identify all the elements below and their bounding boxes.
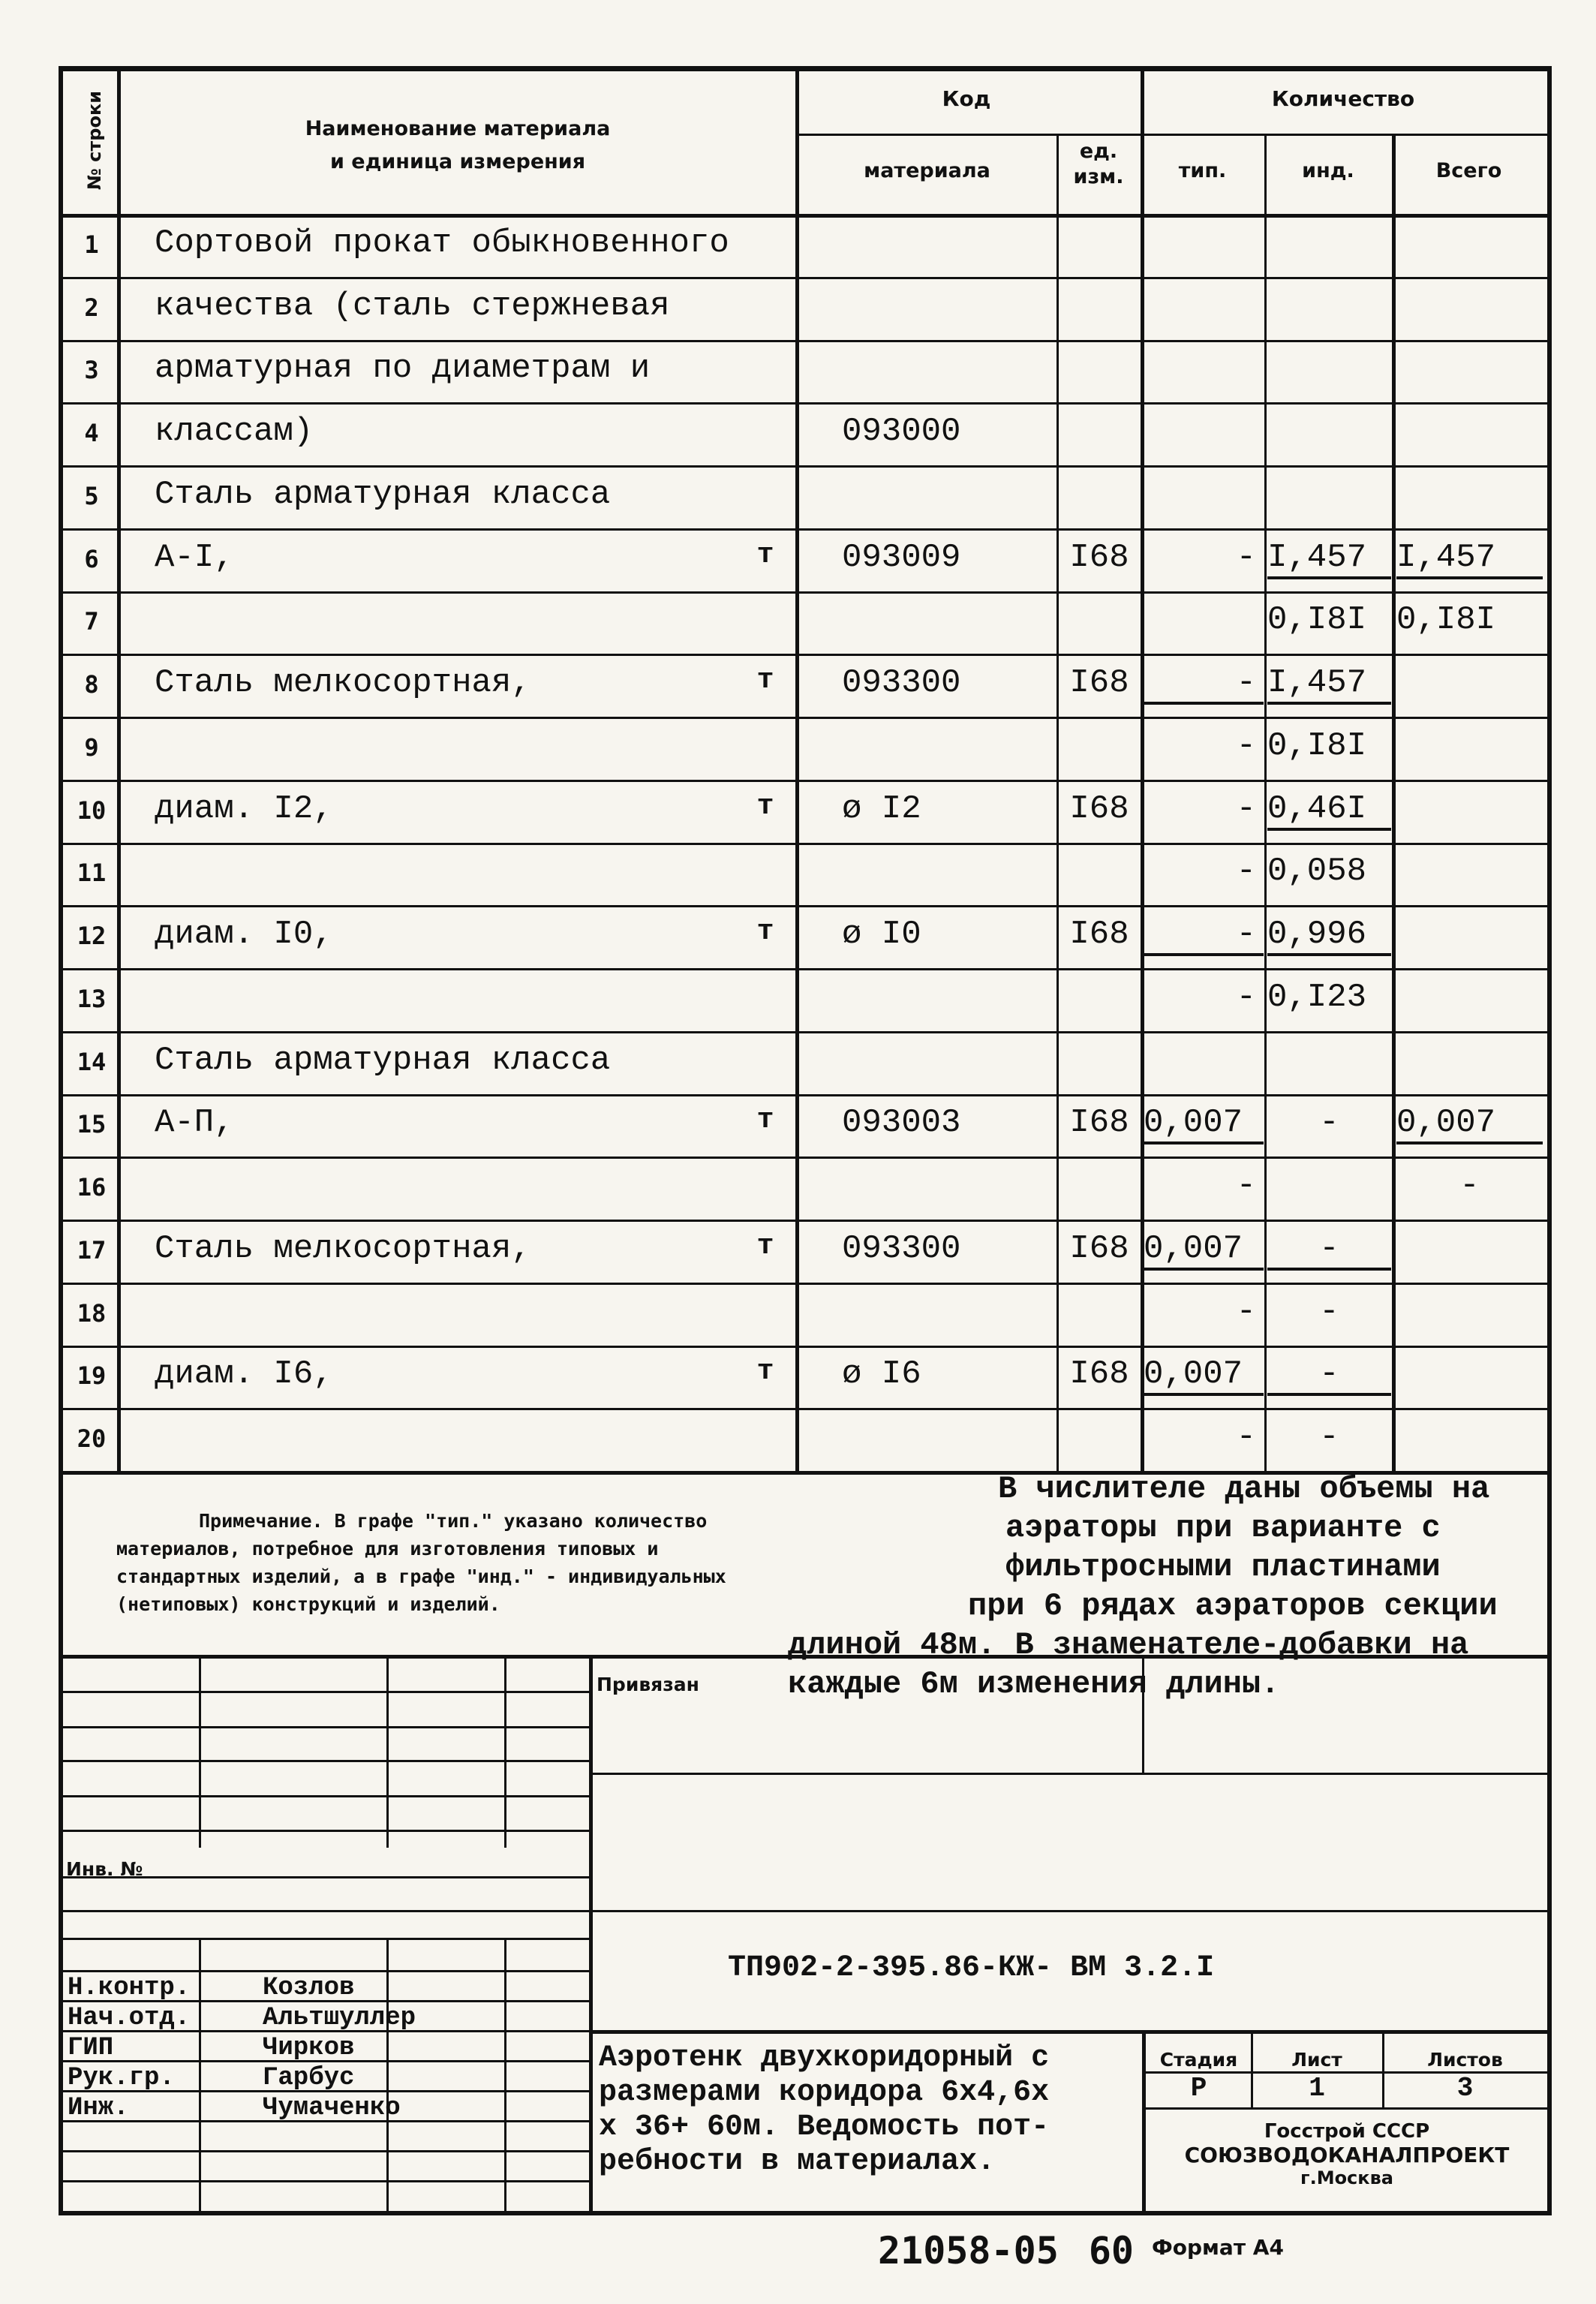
unit-of-measure: т [756,539,774,571]
header-code: Код [942,86,991,111]
row-number: 1 [84,230,99,259]
qty-typical: 0,007 [1144,1230,1264,1271]
row-number: 20 [77,1424,107,1453]
rule-horizontal [63,1830,589,1832]
stage-label: Стадия [1159,2049,1238,2071]
signer-name: Козлов [263,1974,355,2002]
footnote-handwritten: В числителе даны объемы на аэраторы при варианте с фильтросными пластинами при 6 рядах аэраторов секции длиной 48м. В знаменателе-добавки на каждые 6м изменения длины. [788,1471,1498,1702]
rule-horizontal [795,134,1547,136]
material-name: арматурная по диаметрам и [155,350,651,387]
material-name: А-П, [155,1104,234,1141]
rule-horizontal [589,1773,1547,1775]
sheet-label: Лист [1291,2049,1342,2071]
rule-horizontal [63,1970,589,1972]
rule-horizontal [63,214,1547,218]
signer-role: Н.контр. [68,1974,191,2002]
qty-individual: - [1319,1293,1339,1331]
qty-typical: - [1144,664,1264,705]
inv-no-label: Инв. № [66,1858,143,1880]
material-name: диам. I2, [155,790,333,828]
rule-vertical [504,1655,506,1848]
qty-typical: - [1144,916,1264,956]
header-qty-typ: тип. [1178,159,1227,182]
qty-total: I,457 [1396,539,1543,579]
unit-of-measure: т [756,1355,774,1388]
rule-horizontal [63,402,1547,405]
format-label: Формат А4 [1152,2235,1284,2260]
rule-horizontal [63,2180,589,2182]
row-number: 8 [84,670,99,699]
rule-horizontal [63,1283,1547,1285]
rule-horizontal [589,1910,1547,1912]
material-code: ø I0 [842,916,921,953]
sheet-title: Аэротенк двухкоридорный с размерами коридора 6х4,6х х 36+ 60м. Ведомость пот- ребности в материалах. [599,2041,1050,2179]
rule-horizontal [63,591,1547,594]
qty-total: - [1459,1167,1480,1205]
rule-horizontal [63,1938,589,1940]
qty-individual: I,457 [1267,664,1391,705]
archive-number: 21058-05 60 [878,2229,1135,2272]
rule-horizontal [63,340,1547,342]
privyazan-label: Привязан [597,1674,699,1695]
row-number: 5 [84,482,99,510]
qty-individual: - [1319,1104,1339,1141]
unit-of-measure: т [756,1230,774,1262]
header-qty-ind: инд. [1302,159,1354,182]
rule-vertical [386,1655,389,1848]
unit-code: I68 [1069,664,1129,702]
qty-individual: 0,996 [1267,916,1391,956]
row-number: 10 [77,796,107,825]
rule-horizontal [63,1031,1547,1033]
qty-typical: - [1236,727,1256,765]
signer-role: Нач.отд. [68,2004,191,2032]
qty-typical: 0,007 [1144,1104,1264,1144]
row-number: 7 [84,607,99,636]
rule-horizontal [63,905,1547,907]
row-number: 14 [77,1048,107,1076]
sheets-value: 3 [1456,2073,1474,2104]
rule-horizontal [63,2150,589,2152]
material-name: Сталь арматурная класса [155,476,611,513]
qty-typical: - [1236,1418,1256,1456]
qty-typical: - [1236,1167,1256,1205]
material-name: Сталь мелкосортная, [155,1230,531,1268]
rule-horizontal [63,465,1547,468]
signer-name: Чумаченко [263,2094,401,2122]
row-number: 18 [77,1299,107,1328]
signer-name: Чирков [263,2034,355,2062]
rule-vertical [1392,134,1396,1471]
rule-vertical [199,1655,201,1848]
rule-horizontal [63,1346,1547,1348]
sheet-value: 1 [1309,2073,1325,2104]
qty-individual: 0,46I [1267,790,1391,831]
signer-role: ГИП [68,2034,114,2062]
rule-vertical [1056,134,1059,1471]
row-number: 4 [84,419,99,447]
rule-horizontal [63,1910,589,1912]
header-code-unit: ед. изм. [1073,140,1124,188]
signer-role: Инж. [68,2094,129,2122]
material-name: диам. I0, [155,916,333,953]
rule-vertical [589,1655,593,2211]
qty-individual: - [1267,1230,1391,1271]
unit-code: I68 [1069,790,1129,828]
rule-horizontal [63,1760,589,1762]
unit-code: I68 [1069,1230,1129,1268]
header-code-material: материала [864,159,990,182]
qty-typical: - [1236,1293,1256,1331]
material-name: классам) [155,413,314,450]
material-code: ø I2 [842,790,921,828]
unit-of-measure: т [756,916,774,948]
rule-horizontal [589,2030,1547,2034]
material-name: диам. I6, [155,1355,333,1393]
rule-vertical [386,1938,389,2211]
unit-of-measure: т [756,790,774,823]
rule-horizontal [63,717,1547,719]
qty-typical: - [1236,853,1256,890]
rule-horizontal [63,1408,1547,1410]
rule-horizontal [63,780,1547,782]
rule-horizontal [63,843,1547,845]
row-number: 6 [84,545,99,573]
rule-vertical [504,1938,506,2211]
rule-horizontal [63,1726,589,1728]
material-name: А-I, [155,539,234,576]
row-number: 11 [77,859,107,887]
qty-individual: 0,058 [1267,853,1367,890]
stage-value: Р [1190,2073,1207,2104]
row-number: 2 [84,293,99,322]
row-number: 3 [84,356,99,384]
rule-horizontal [63,968,1547,970]
rule-horizontal [63,1795,589,1797]
row-number: 9 [84,733,99,762]
row-number: 17 [77,1236,107,1265]
document-code: ТП902-2-395.86-КЖ- ВМ 3.2.I [728,1951,1215,1985]
qty-individual: - [1319,1418,1339,1456]
rule-vertical [199,1938,201,2211]
signer-role: Рук.гр. [68,2064,175,2092]
rule-horizontal [63,1157,1547,1159]
qty-individual: 0,I23 [1267,979,1367,1016]
material-name: Сортовой прокат обыкновенного [155,224,729,262]
unit-code: I68 [1069,1355,1129,1393]
sheets-label: Листов [1427,2049,1503,2071]
rule-horizontal [63,2211,589,2213]
unit-of-measure: т [756,664,774,696]
row-number: 12 [77,922,107,950]
rule-horizontal [63,1691,589,1693]
unit-code: I68 [1069,916,1129,953]
qty-total: 0,007 [1396,1104,1543,1144]
qty-typical: 0,007 [1144,1355,1264,1396]
rule-horizontal [63,1655,589,1657]
header-qty-total: Всего [1435,159,1502,182]
qty-typical: - [1236,790,1256,828]
rule-horizontal [63,277,1547,279]
rule-horizontal [63,68,1547,71]
row-number: 13 [77,985,107,1013]
rule-vertical [1142,1655,1144,1773]
rule-horizontal [63,1094,1547,1096]
header-qty: Количество [1271,86,1415,111]
footnote: Примечание. В графе "тип." указано количество материалов, потребное для изготовления типовых и стандартных изделий, а в графе "инд." - индивидуальных (нетиповых) конструкций и изделий. [116,1510,726,1615]
qty-individual: - [1267,1355,1391,1396]
material-code: 093003 [842,1104,961,1141]
header-name: Наименование материала и единица измерения [305,117,611,173]
material-code: ø I6 [842,1355,921,1393]
rule-horizontal [63,528,1547,531]
row-number: 15 [77,1110,107,1138]
material-code: 093300 [842,1230,961,1268]
row-number: 19 [77,1361,107,1390]
qty-typical: - [1236,979,1256,1016]
material-name: Сталь арматурная класса [155,1042,611,1079]
row-number: 16 [77,1173,107,1202]
header-row-no: № строки [84,90,105,191]
material-code: 093009 [842,539,961,576]
signer-name: Альтшуллер [263,2004,416,2032]
material-name: Сталь мелкосортная, [155,664,531,702]
unit-code: I68 [1069,539,1129,576]
rule-horizontal [1142,2107,1547,2110]
material-code: 093000 [842,413,961,450]
rule-horizontal [63,1220,1547,1222]
signer-name: Гарбус [263,2064,355,2092]
organization: Госстрой СССР СОЮЗВОДОКАНАЛПРОЕКТ г.Москва [1184,2120,1510,2188]
qty-individual: 0,I8I [1267,601,1367,639]
rule-horizontal [63,654,1547,656]
unit-of-measure: т [756,1104,774,1136]
material-name: качества (сталь стержневая [155,287,670,325]
qty-individual: I,457 [1267,539,1391,579]
qty-typical: - [1236,539,1256,576]
rule-vertical [1264,134,1267,1471]
qty-individual: 0,I8I [1267,727,1367,765]
unit-code: I68 [1069,1104,1129,1141]
material-code: 093300 [842,664,961,702]
qty-total: 0,I8I [1396,601,1496,639]
